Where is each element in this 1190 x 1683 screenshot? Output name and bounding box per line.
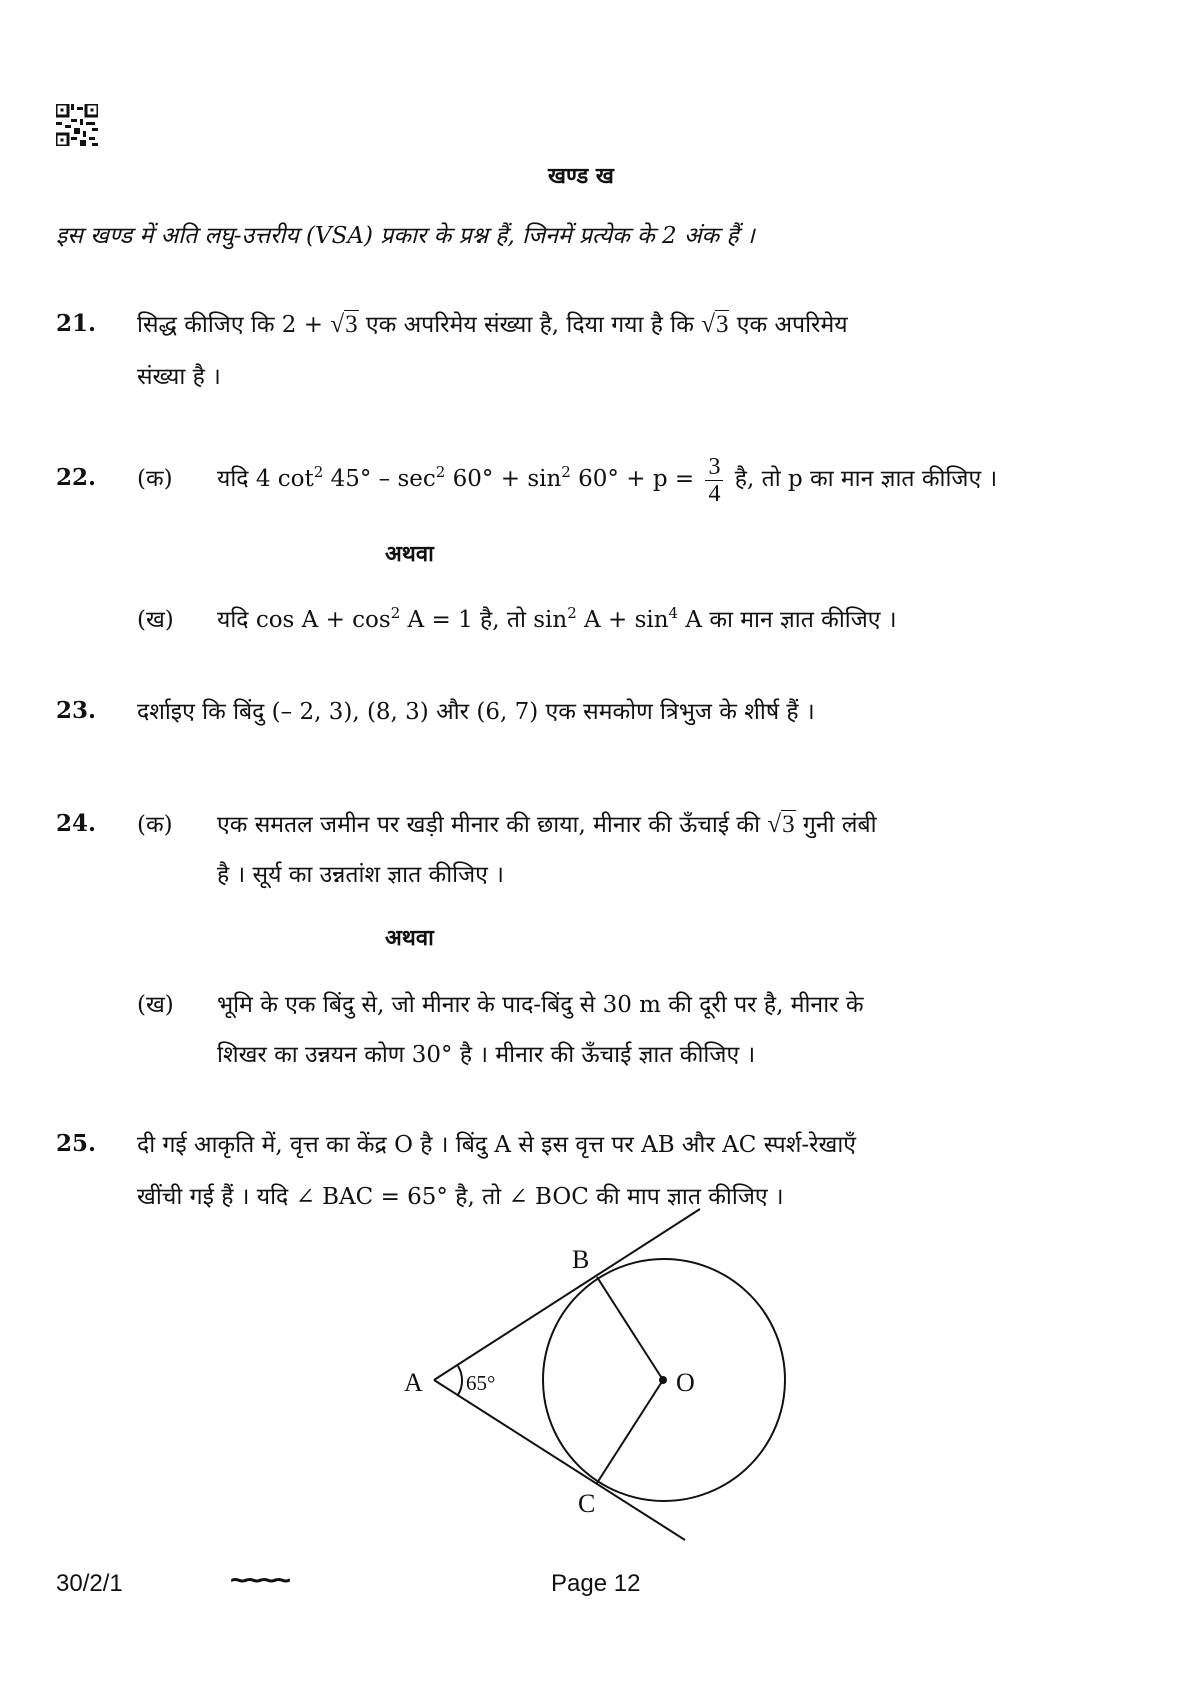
- question-21-line-2: संख्या है ।: [137, 364, 221, 390]
- question-number: 24.: [56, 810, 97, 837]
- question-text: यदि cos A + cos: [217, 607, 391, 633]
- angle-arc: [458, 1366, 462, 1395]
- question-text: एक अपरिमेय: [729, 312, 848, 338]
- question-number: 21.: [56, 310, 97, 337]
- question-text: एक अपरिमेय संख्या है, दिया गया है कि: [358, 312, 702, 338]
- angle-label: 65°: [466, 1371, 496, 1395]
- radius-oc: [597, 1380, 663, 1483]
- question-23-text: दर्शाइए कि बिंदु (– 2, 3), (8, 3) और (6, 7) एक समकोण त्रिभुज के शीर्ष हैं ।: [137, 699, 815, 725]
- label-a: A: [404, 1368, 423, 1397]
- sqrt-expression: √3: [701, 311, 729, 338]
- question-text: A + sin: [576, 607, 669, 633]
- exponent: 2: [435, 463, 446, 481]
- ornament: ~~~~: [230, 1564, 289, 1597]
- center-point: [659, 1376, 667, 1384]
- question-text: सिद्ध कीजिए कि 2 +: [137, 312, 331, 338]
- question-25-line-1: दी गई आकृति में, वृत्त का केंद्र O है । बिंदु A से इस वृत्त पर AB और AC स्पर्श-रेखाएँ: [137, 1132, 857, 1158]
- radicand: 3: [715, 311, 729, 338]
- paper-code: 30/2/1: [56, 1570, 123, 1597]
- exponent: 2: [313, 463, 324, 481]
- label-b: B: [572, 1245, 590, 1274]
- label-c: C: [578, 1489, 596, 1518]
- question-text: एक समतल जमीन पर खड़ी मीनार की छाया, मीनार की ऊँचाई की: [217, 812, 768, 838]
- sqrt-expression: √3: [330, 311, 358, 338]
- question-text: A = 1 है, तो sin: [400, 607, 568, 633]
- question-text: है, तो p का मान ज्ञात कीजिए ।: [727, 466, 998, 492]
- question-24b-line-2: शिखर का उन्नयन कोण 30° है । मीनार की ऊँचाई ज्ञात कीजिए ।: [217, 1042, 756, 1068]
- question-number: 23.: [56, 697, 97, 724]
- tangent-line-ab: [434, 1209, 700, 1380]
- part-label: (क): [137, 812, 173, 838]
- page-number: Page 12: [551, 1570, 641, 1597]
- exponent: 4: [668, 604, 679, 622]
- question-text: गुनी लंबी: [795, 812, 877, 838]
- exponent: 2: [390, 604, 401, 622]
- radius-ob: [597, 1277, 663, 1380]
- question-25-line-2: खींची गई हैं । यदि ∠ BAC = 65° है, तो ∠ BOC की माप ज्ञात कीजिए ।: [137, 1184, 784, 1210]
- question-text: 45° – sec: [323, 466, 436, 492]
- section-instruction: इस खण्ड में अति लघु-उत्तरीय (VSA) प्रकार के प्रश्न हैं, जिनमें प्रत्येक के 2 अंक हैं ।: [56, 223, 755, 249]
- part-label: (ख): [137, 992, 174, 1018]
- question-number: 22.: [56, 464, 97, 491]
- section-title: खण्ड ख: [548, 163, 614, 189]
- question-24b-line-1: भूमि के एक बिंदु से, जो मीनार के पाद-बिंदु से 30 m की दूरी पर है, मीनार के: [217, 992, 864, 1018]
- sqrt-expression: √3: [767, 811, 795, 838]
- part-label: (क): [137, 466, 173, 492]
- question-text: यदि 4 cot: [217, 466, 314, 492]
- question-text: 60° + sin: [445, 466, 562, 492]
- question-text: 60° + p =: [570, 466, 702, 492]
- question-24a-line-2: है । सूर्य का उन्नतांश ज्ञात कीजिए ।: [217, 862, 504, 888]
- radicand: 3: [345, 311, 358, 338]
- question-number: 25.: [56, 1130, 97, 1157]
- fraction-denominator: 4: [708, 480, 721, 507]
- part-label: (ख): [137, 607, 174, 633]
- exponent: 2: [561, 463, 571, 481]
- or-label: अथवा: [385, 541, 434, 567]
- question-text: A का मान ज्ञात कीजिए ।: [678, 607, 897, 633]
- exponent: 2: [567, 604, 577, 622]
- radicand: 3: [782, 811, 795, 838]
- or-label: अथवा: [385, 925, 434, 951]
- label-o: O: [676, 1368, 695, 1397]
- fraction-numerator: 3: [705, 454, 723, 481]
